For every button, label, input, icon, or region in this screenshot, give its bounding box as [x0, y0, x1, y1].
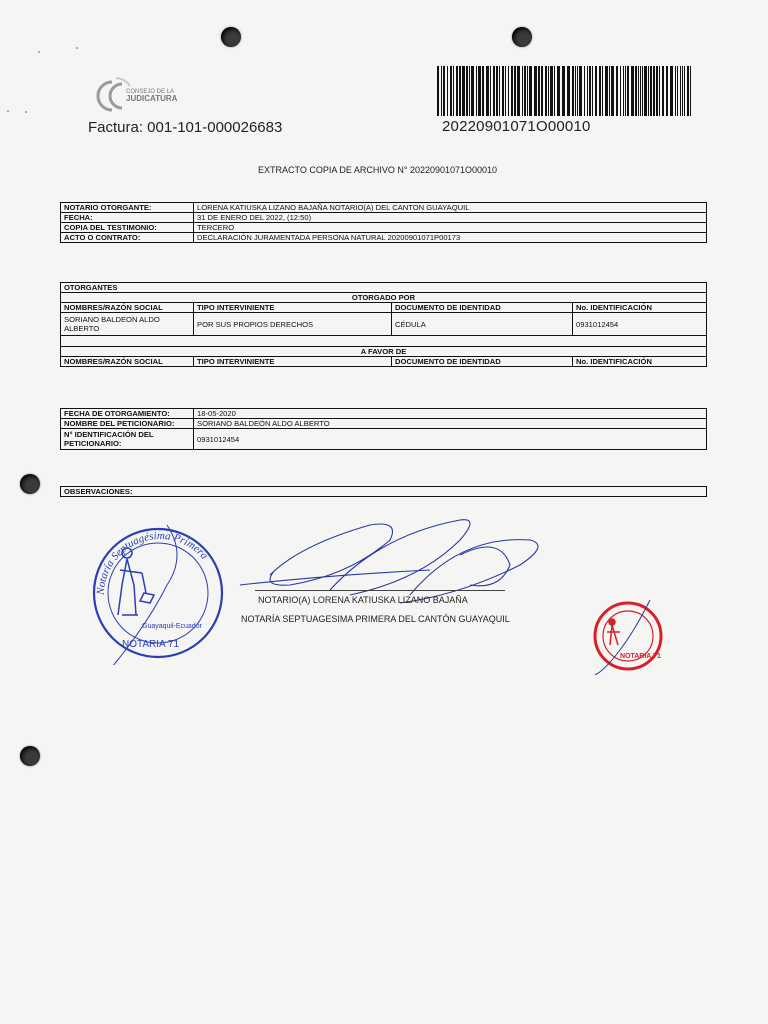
column-header: DOCUMENTO DE IDENTIDAD: [392, 303, 573, 313]
seal-bottom-text: NOTARIA 71: [122, 639, 180, 650]
column-header: NOMBRES/RAZÓN SOCIAL: [61, 357, 194, 367]
logo-text-line2: JUDICATURA: [126, 94, 178, 103]
row-label: NOMBRE DEL PETICIONARIO:: [61, 419, 194, 429]
column-header: NOMBRES/RAZÓN SOCIAL: [61, 303, 194, 313]
row-value: TERCERO: [194, 223, 707, 233]
red-seal-text: NOTARIA 71: [620, 653, 661, 660]
factura-number: Factura: 001-101-000026683: [88, 119, 283, 136]
row-value: SORIANO BALDEÓN ALDO ALBERTO: [194, 419, 707, 429]
notary-name: NOTARIO(A) LORENA KATIUSKA LIZANO BAJAÑA: [258, 595, 468, 605]
row-value: DECLARACIÓN JURAMENTADA PERSONA NATURAL 20200901071P00173: [194, 233, 707, 243]
document-title: EXTRACTO COPIA DE ARCHIVO N° 20220901071O00010: [258, 165, 498, 175]
identificacion-cell: 0931012454: [573, 313, 707, 336]
seal-city-text: Guayaquil-Ecuador: [142, 623, 202, 630]
a-favor-de-header: A FAVOR DE: [61, 347, 707, 357]
row-label: FECHA:: [61, 213, 194, 223]
row-value: LORENA KATIUSKA LIZANO BAJAÑA NOTARIO(A) DEL CANTON GUAYAQUIL: [194, 203, 707, 213]
row-value: 0931012454: [194, 429, 707, 450]
column-header: TIPO INTERVINIENTE: [194, 357, 392, 367]
row-label: FECHA DE OTORGAMIENTO:: [61, 409, 194, 419]
observaciones-label: OBSERVACIONES:: [61, 487, 707, 497]
logo-text-line1: CONSEJO DE LA: [126, 89, 175, 95]
seal-arc-text: Notaría Septuagésima Primera: [94, 529, 211, 596]
otorgantes-title: OTORGANTES: [61, 283, 707, 293]
row-value: 31 DE ENERO DEL 2022, (12:50): [194, 213, 707, 223]
documento-cell: CÉDULA: [392, 313, 573, 336]
column-header: DOCUMENTO DE IDENTIDAD: [392, 357, 573, 367]
notary-office: NOTARÍA SEPTUAGESIMA PRIMERA DEL CANTÓN GUAYAQUIL: [241, 614, 510, 624]
row-label: NOTARIO OTORGANTE:: [61, 203, 194, 213]
row-label: COPIA DEL TESTIMONIO:: [61, 223, 194, 233]
barcode-number: 20220901071O00010: [442, 118, 591, 135]
row-value: 18-05-2020: [194, 409, 707, 419]
column-header: No. IDENTIFICACIÓN: [573, 357, 707, 367]
tipo-cell: POR SUS PROPIOS DERECHOS: [194, 313, 392, 336]
row-label: ACTO O CONTRATO:: [61, 233, 194, 243]
column-header: No. IDENTIFICACIÓN: [573, 303, 707, 313]
column-header: TIPO INTERVINIENTE: [194, 303, 392, 313]
nombre-cell: SORIANO BALDEON ALDO ALBERTO: [61, 313, 194, 336]
row-label: N° IDENTIFICACIÓN DEL PETICIONARIO:: [61, 429, 194, 450]
otorgado-por-header: OTORGADO POR: [61, 293, 707, 303]
